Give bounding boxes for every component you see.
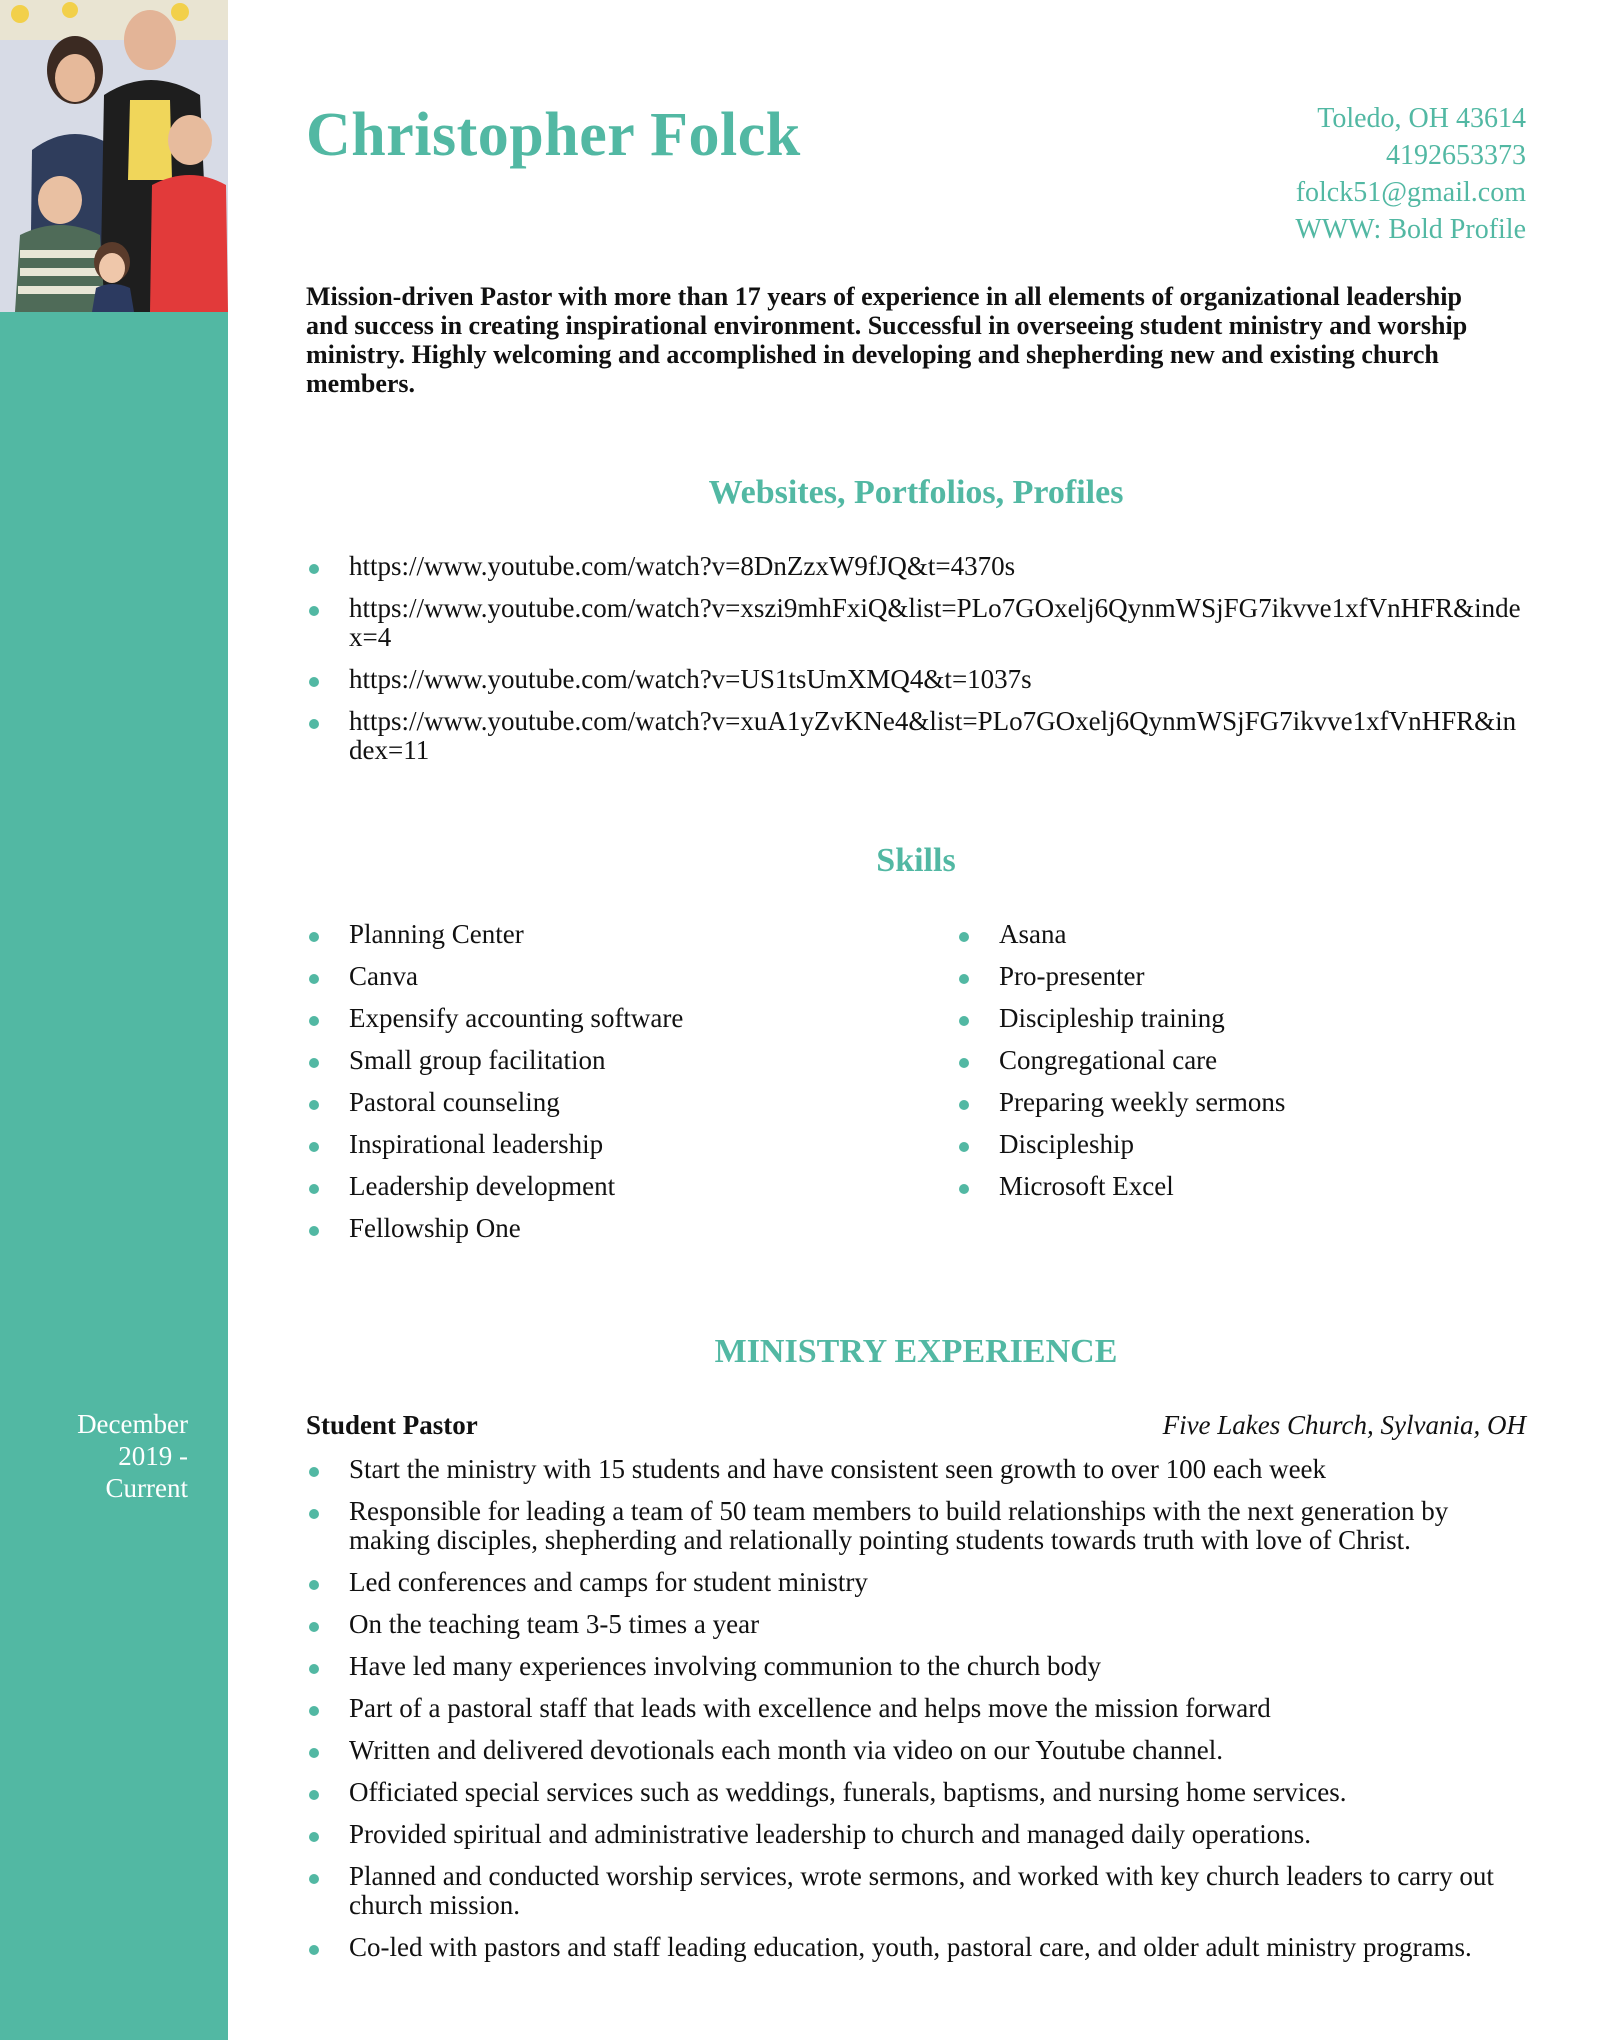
- contact-location: Toledo, OH 43614: [1317, 103, 1526, 134]
- skills-list-right: [956, 920, 1516, 1214]
- skill-item: Expensify accounting software: [306, 1004, 926, 1033]
- date-line: December: [77, 1409, 188, 1439]
- skill-item: Discipleship training: [956, 1004, 1516, 1033]
- website-link[interactable]: https://www.youtube.com/watch?v=xuA1yZvKNe4&list=PLo7GOxelj6QynmWSjFG7ikvve1xfVnHFR&index=11: [306, 707, 1526, 765]
- skill-item: Congregational care: [956, 1046, 1516, 1075]
- experience-bullet: Co-led with pastors and staff leading education, youth, pastoral care, and older adult ministry programs.: [306, 1933, 1532, 1962]
- skills-heading: Skills: [876, 842, 956, 879]
- family-photo-illustration: [0, 0, 228, 312]
- skills-list-left: [306, 920, 926, 1256]
- sidebar: [0, 0, 228, 2040]
- contact-phone: 4192653373: [1386, 140, 1526, 171]
- websites-list: [306, 552, 1526, 778]
- experience-bullet: Planned and conducted worship services, wrote sermons, and worked with key church leaders to carry out church mission.: [306, 1862, 1532, 1920]
- experience-bullet: Start the ministry with 15 students and have consistent seen growth to over 100 each week: [306, 1455, 1532, 1484]
- skill-item: Leadership development: [306, 1172, 926, 1201]
- skill-item: Discipleship: [956, 1130, 1516, 1159]
- professional-summary: Mission-driven Pastor with more than 17 years of experience in all elements of organizational leadership and success in creating inspirational environment. Successful in overseeing student ministry and worship ministry. Highly welcoming and accomplished in developing and shepherding new and existing church members.: [306, 282, 1468, 398]
- date-line: Current: [105, 1472, 188, 1503]
- experience-bullet: Responsible for leading a team of 50 team members to build relationships with the next generation by making disciples, shepherding and relationally pointing students towards truth with love of Christ.: [306, 1497, 1532, 1555]
- experience-heading: MINISTRY EXPERIENCE: [714, 1333, 1118, 1370]
- experience-bullet: Written and delivered devotionals each month via video on our Youtube channel.: [306, 1736, 1532, 1765]
- skill-item: Pastoral counseling: [306, 1088, 926, 1117]
- job-date-range: [20, 1409, 188, 1505]
- contact-email[interactable]: folck51@gmail.com: [1295, 177, 1526, 208]
- skill-item: Planning Center: [306, 920, 926, 949]
- website-link[interactable]: https://www.youtube.com/watch?v=xszi9mhFxiQ&list=PLo7GOxelj6QynmWSjFG7ikvve1xfVnHFR&index=4: [306, 594, 1526, 652]
- job-title: Student Pastor: [306, 1410, 478, 1440]
- experience-bullet: Officiated special services such as weddings, funerals, baptisms, and nursing home services.: [306, 1778, 1532, 1807]
- contact-block: [1295, 100, 1526, 248]
- website-link[interactable]: https://www.youtube.com/watch?v=8DnZzxW9fJQ&t=4370s: [306, 552, 1526, 581]
- profile-photo: [0, 0, 228, 312]
- skill-item: Preparing weekly sermons: [956, 1088, 1516, 1117]
- experience-bullets: [306, 1455, 1532, 1975]
- websites-heading: Websites, Portfolios, Profiles: [708, 474, 1124, 511]
- skill-item: Canva: [306, 962, 926, 991]
- experience-bullet: On the teaching team 3-5 times a year: [306, 1610, 1532, 1639]
- skill-item: Asana: [956, 920, 1516, 949]
- skill-item: Small group facilitation: [306, 1046, 926, 1075]
- experience-bullet: Part of a pastoral staff that leads with excellence and helps move the mission forward: [306, 1694, 1532, 1723]
- experience-bullet: Led conferences and camps for student ministry: [306, 1568, 1532, 1597]
- experience-bullet: Provided spiritual and administrative leadership to church and managed daily operations.: [306, 1820, 1532, 1849]
- skill-item: Pro-presenter: [956, 962, 1516, 991]
- contact-website[interactable]: WWW: Bold Profile: [1295, 214, 1526, 245]
- skill-item: Microsoft Excel: [956, 1172, 1516, 1201]
- date-line: 2019 -: [118, 1440, 188, 1471]
- skill-item: Inspirational leadership: [306, 1130, 926, 1159]
- website-link[interactable]: https://www.youtube.com/watch?v=US1tsUmXMQ4&t=1037s: [306, 665, 1526, 694]
- job-organization: Five Lakes Church, Sylvania, OH: [1162, 1410, 1526, 1440]
- candidate-name: Christopher Folck: [306, 101, 801, 169]
- skill-item: Fellowship One: [306, 1214, 926, 1243]
- experience-bullet: Have led many experiences involving communion to the church body: [306, 1652, 1532, 1681]
